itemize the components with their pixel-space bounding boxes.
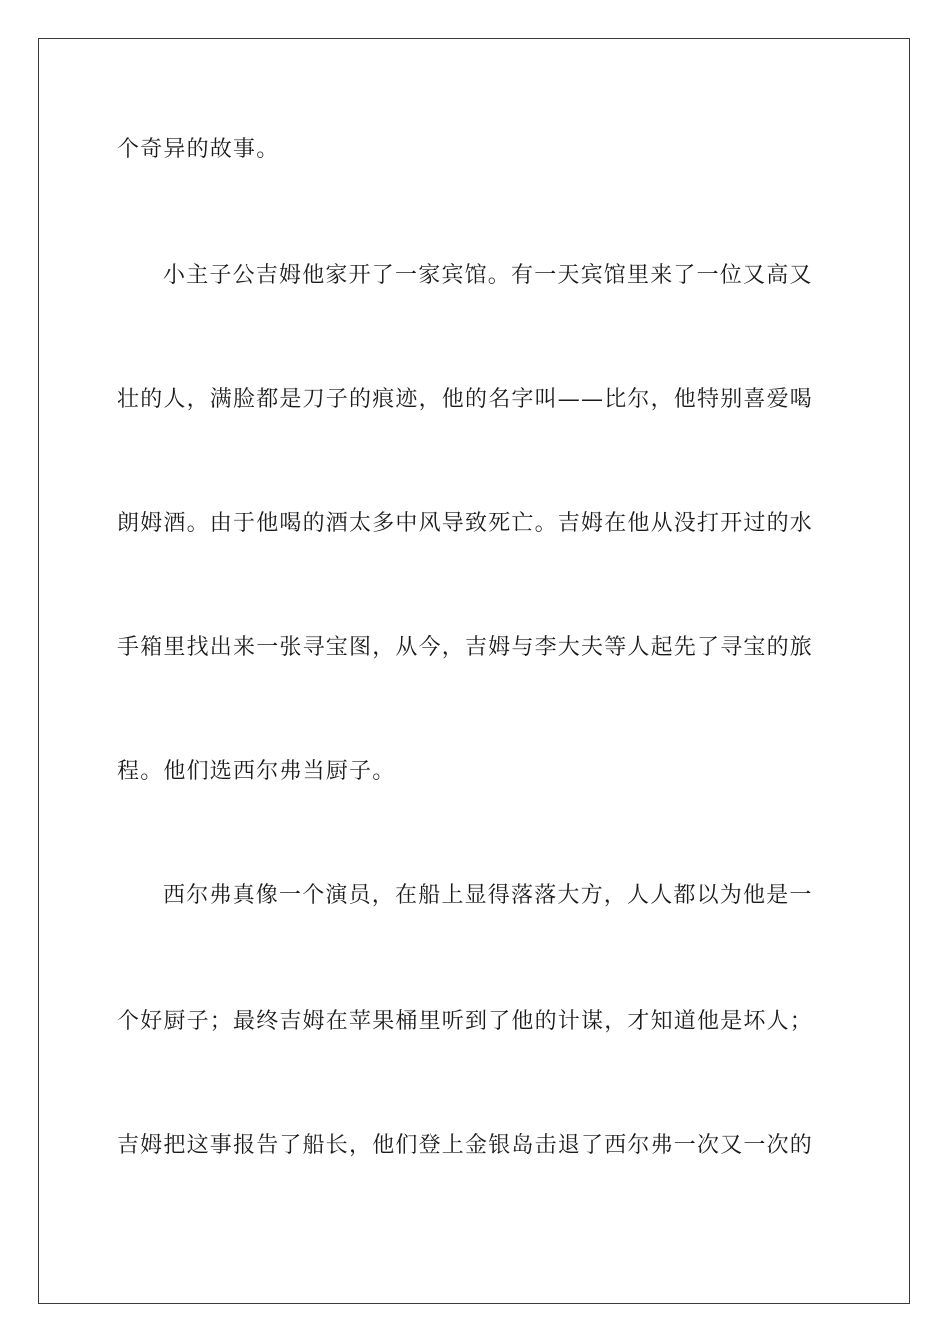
text-line-1: 个奇异的故事。 [117, 137, 280, 162]
text-line-5: 手箱里找出来一张寻宝图，从今，吉姆与李大夫等人起先了寻宝的旅 [117, 635, 814, 660]
page-border [38, 38, 910, 1304]
text-line-6: 程。他们选西尔弗当厨子。 [117, 759, 396, 784]
text-line-8: 个好厨子；最终吉姆在苹果桶里听到了他的计谋，才知道他是坏人； [117, 1009, 814, 1034]
text-line-2: 小主子公吉姆他家开了一家宾馆。有一天宾馆里来了一位又高又 [163, 263, 813, 288]
text-line-9: 吉姆把这事报告了船长，他们登上金银岛击退了西尔弗一次又一次的 [117, 1133, 814, 1158]
text-line-3: 壮的人，满脸都是刀子的痕迹，他的名字叫——比尔，他特别喜爱喝 [117, 387, 814, 412]
text-line-4: 朗姆酒。由于他喝的酒太多中风导致死亡。吉姆在他从没打开过的水 [117, 511, 814, 536]
text-line-7: 西尔弗真像一个演员，在船上显得落落大方，人人都以为他是一 [163, 883, 813, 908]
